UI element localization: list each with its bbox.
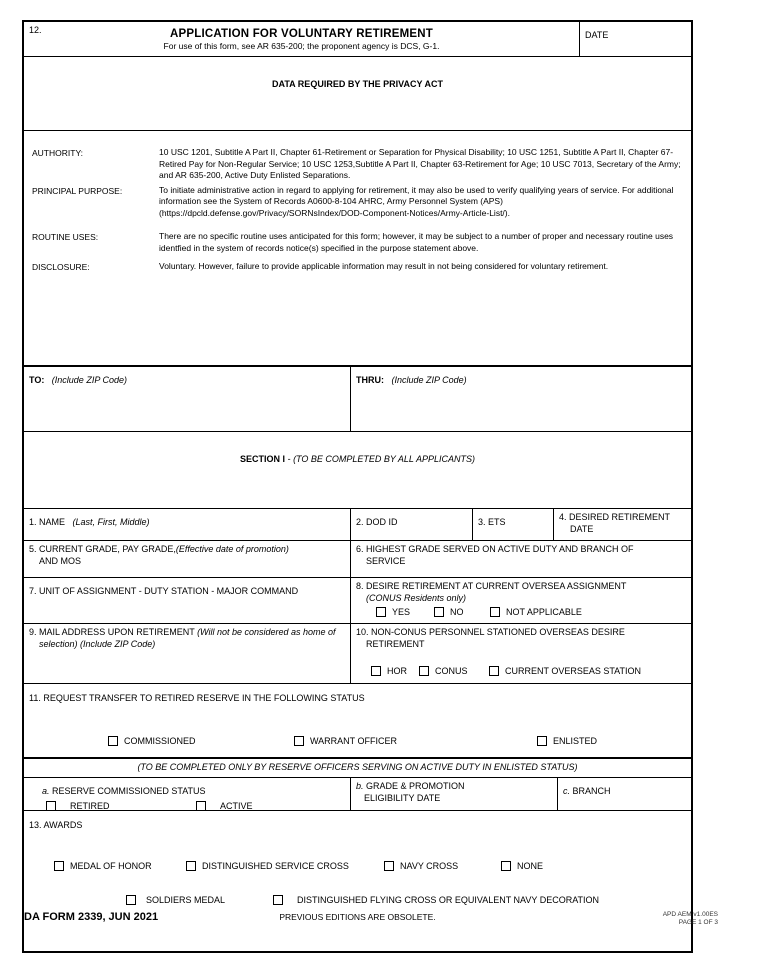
checkbox-no[interactable] [434,607,464,617]
checkbox-icon[interactable] [54,861,64,871]
thru-hint: (Include ZIP Code) [391,375,467,385]
principal-purpose-text: To initiate administrative action in regard to applying for retirement, it may also be used to verify qualifying years of service. For additional information see the System of Records A0600-8-104 AHRC, Army Personnel System (APS) (https://dpcld.defense.gov/Privacy/SORNsIndex/DOD-Component-Notices/Army-Article-List/). [159,184,674,218]
checkbox-conus[interactable] [419,666,468,676]
item12a-options [42,801,345,814]
checkbox-icon[interactable] [294,736,304,746]
section1-header-row [24,454,691,509]
item12c-label [563,786,611,796]
checkbox-label: NOT APPLICABLE [506,607,582,617]
checkbox-icon[interactable] [419,666,429,676]
checkbox-commissioned[interactable] [108,736,196,746]
privacy-authority [32,147,683,182]
row-item-13 [24,811,691,951]
checkbox-medal-of-honor[interactable] [54,861,152,871]
item13-label: 13. AWARDS [29,820,83,830]
item10-options [356,666,686,679]
row-items-5-6 [24,541,691,578]
checkbox-icon[interactable] [384,861,394,871]
item7-label: 7. UNIT OF ASSIGNMENT - DUTY STATION - MAJOR COMMAND [29,586,299,596]
section1-separator: - [285,454,294,464]
item3-label: 3. ETS [478,517,506,527]
checkbox-icon[interactable] [490,607,500,617]
checkbox-current-overseas-station[interactable] [489,666,641,676]
checkbox-none[interactable] [501,861,543,871]
item12-number: 12. [29,25,42,35]
item12-note: (TO BE COMPLETED ONLY BY RESERVE OFFICERS SERVING ON ACTIVE DUTY IN ENLISTED STATUS) [137,762,578,772]
form-title: APPLICATION FOR VOLUNTARY RETIREMENT [170,27,433,40]
checkbox-warrant-officer[interactable] [294,736,397,746]
date-field[interactable] [580,22,691,56]
item9-pre: 9. MAIL ADDRESS UPON RETIREMENT [29,627,195,637]
privacy-disclosure [32,261,683,273]
item11-label: 11. REQUEST TRANSFER TO RETIRED RESERVE IN THE FOLLOWING STATUS [29,693,365,703]
checkbox-icon[interactable] [46,801,56,811]
authority-label: AUTHORITY: [32,148,84,158]
item5-label [29,544,345,567]
date-label: DATE [585,30,609,40]
item4-label: 4. DESIRED RETIREMENT DATE [559,512,670,534]
authority-text: 10 USC 1201, Subtitle A Part II, Chapter 61-Retirement or Separation for Physical Disability; 10 USC 1251, Subtitle A Part II, Chapter 67-Retired Pay for Non-Regular Service; 10 USC 1253,Subtitle A Part II, Chapter 63-Retirement for Age; 10 USC 7013, Secretary of the Army; and AR 635-200, Active Duty Enlisted Separations. [159,147,681,180]
routine-uses-text: There are no specific routine uses anticipated for this form; however, it may be subject to a number of proper and necessary routine uses identfied in the system of records notice(s) specified in the purpose statement above. [159,231,674,253]
field-reserve-commissioned-status [24,778,351,810]
disclosure-text: Voluntary. However, failure to provide applicable information may result in not being considered for voluntary retirement. [159,261,609,271]
field-non-conus-personnel [351,624,691,683]
checkbox-icon[interactable] [126,895,136,905]
awards-row-1 [29,861,686,874]
checkbox-label: NAVY CROSS [400,861,459,871]
checkbox-label: DISTINGUISHED SERVICE CROSS [202,861,349,871]
privacy-body [24,131,691,367]
field-branch[interactable] [558,778,691,810]
form-number: DA FORM 2339, JUN 2021 [24,911,159,923]
checkbox-icon[interactable] [376,607,386,617]
privacy-heading: DATA REQUIRED BY THE PRIVACY ACT [271,79,443,89]
item8-options [356,607,686,620]
field-dod-id[interactable] [351,509,473,540]
privacy-routine-uses [32,231,683,254]
item12a-text: RESERVE COMMISSIONED STATUS [49,786,206,796]
checkbox-icon[interactable] [196,801,206,811]
checkbox-icon[interactable] [537,736,547,746]
checkbox-label: YES [392,607,411,617]
checkbox-active[interactable] [196,801,253,811]
checkbox-label: WARRANT OFFICER [310,736,397,746]
checkbox-icon[interactable] [434,607,444,617]
checkbox-distinguished-flying-cross[interactable] [273,895,599,905]
awards-row-2 [29,895,686,908]
row-items-9-10 [24,624,691,684]
da-form-2339 [22,20,693,953]
item1-label: 1. NAME [29,517,66,527]
checkbox-label: ACTIVE [220,801,253,811]
field-desired-retirement-date[interactable] [554,509,691,540]
row-item-11 [24,684,691,759]
row-items-7-8 [24,578,691,624]
item12c-text: BRANCH [570,786,611,796]
field-mail-address[interactable] [24,624,351,683]
footer-page-number: PAGE 1 OF 3 [678,919,718,926]
checkbox-not-applicable[interactable] [490,607,582,617]
item8-hint: (CONUS Residents only) [366,592,467,603]
item9-label [29,627,345,650]
checkbox-label: CONUS [435,666,468,676]
form-subtitle: For use of this form, see AR 635-200; the proponent agency is DCS, G-1. [163,40,440,51]
checkbox-label: CURRENT OVERSEAS STATION [505,666,642,676]
to-hint: (Include ZIP Code) [51,375,127,385]
item9-hint: (Will not be considered as home of selection) (Include ZIP Code) [39,627,336,649]
item12a-label [42,786,206,796]
checkbox-icon[interactable] [186,861,196,871]
to-label: TO: [29,375,45,385]
thru-label: THRU: [356,375,384,385]
checkbox-hor[interactable] [371,666,407,676]
field-ets[interactable] [473,509,554,540]
field-unit-of-assignment[interactable] [24,578,351,623]
field-name[interactable] [24,509,351,540]
checkbox-label: NONE [517,861,544,871]
form-title-cell [24,22,580,56]
item8-label [356,581,686,604]
item6-label: 6. HIGHEST GRADE SERVED ON ACTIVE DUTY AND BRANCH OF SERVICE [356,544,634,566]
checkbox-label: DISTINGUISHED FLYING CROSS OR EQUIVALENT NAVY DECORATION [297,895,600,905]
item12b-text: GRADE & PROMOTION ELIGIBILITY DATE [363,781,465,803]
item5-hint: (Effective date of promotion) [175,544,289,554]
row-items-1-4 [24,509,691,541]
checkbox-icon[interactable] [108,736,118,746]
item12c-letter: c. [563,786,571,796]
privacy-heading-row [24,79,691,131]
footer-version-page [663,911,718,927]
item11-options [29,736,686,749]
to-field[interactable] [24,367,351,431]
checkbox-distinguished-service-cross[interactable] [186,861,349,871]
routine-uses-label: ROUTINE USES: [32,232,99,242]
footer-obsolete-note: PREVIOUS EDITIONS ARE OBSOLETE. [279,912,436,922]
checkbox-label: MEDAL OF HONOR [70,861,152,871]
checkbox-navy-cross[interactable] [384,861,458,871]
checkbox-label: RETIRED [70,801,110,811]
item1-hint: (Last, First, Middle) [72,517,150,527]
checkbox-label: COMMISSIONED [124,736,196,746]
checkbox-label: ENLISTED [553,736,598,746]
checkbox-retired[interactable] [46,801,110,811]
title-row [24,22,691,57]
section1-note: (TO BE COMPLETED BY ALL APPLICANTS) [293,454,475,464]
item10-label: 10. NON-CONUS PERSONNEL STATIONED OVERSEAS DESIRE RETIREMENT [356,627,625,649]
footer-version: APD AEM v1.00ES [662,911,718,918]
disclosure-label: DISCLOSURE: [32,262,90,272]
checkbox-enlisted[interactable] [537,736,597,746]
item5-pre: 5. CURRENT GRADE, PAY GRADE, [29,544,176,554]
section1-title: SECTION I [240,454,286,464]
item8-text: 8. DESIRE RETIREMENT AT CURRENT OVERSEA ASSIGNMENT [356,581,627,591]
field-desire-retirement-oversea [351,578,691,623]
checkbox-icon[interactable] [489,666,499,676]
checkbox-icon[interactable] [273,895,283,905]
thru-field[interactable] [351,367,691,431]
field-current-grade[interactable] [24,541,351,577]
checkbox-icon[interactable] [371,666,381,676]
field-highest-grade[interactable] [351,541,691,577]
checkbox-icon[interactable] [501,861,511,871]
item5-post: AND MOS [39,555,82,566]
checkbox-soldiers-medal[interactable] [126,895,225,905]
checkbox-label: NO [450,607,464,617]
routing-row [24,367,691,432]
field-grade-promotion-eligibility-date[interactable] [351,778,558,810]
item12b-label [356,781,481,804]
row-item-12-abc [24,778,691,811]
checkbox-yes[interactable] [376,607,410,617]
privacy-principal-purpose [32,185,683,220]
checkbox-label: HOR [387,666,407,676]
principal-purpose-label: PRINCIPAL PURPOSE: [32,185,123,196]
checkbox-label: SOLDIERS MEDAL [146,895,226,905]
item2-label: 2. DOD ID [356,517,398,527]
item12b-letter: b. [356,781,364,791]
item12a-letter: a. [42,786,50,796]
